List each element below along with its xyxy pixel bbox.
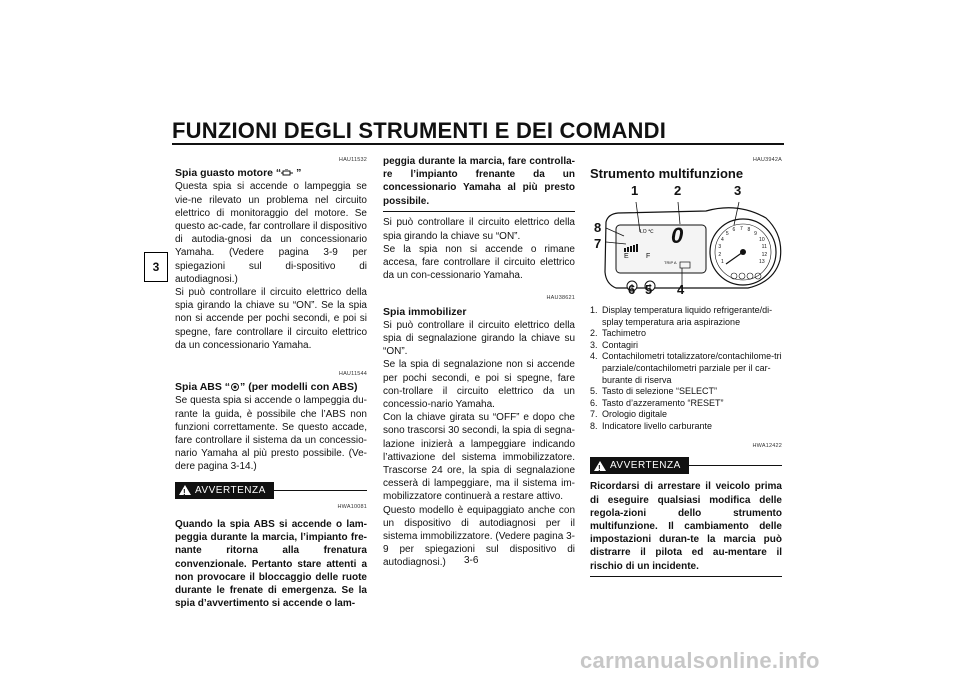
legend-number: 4. bbox=[590, 351, 598, 362]
ref-code: HAU38621 bbox=[546, 295, 575, 302]
ref-code: HWA10081 bbox=[337, 503, 367, 510]
column-3 bbox=[590, 148, 782, 180]
abs-check-2: Se la spia non si accende o rimane accesa, fare controllare il circuito elettrico da un con-cessionario Yamaha. bbox=[383, 243, 575, 282]
tach-number: 13 bbox=[759, 259, 765, 265]
legend-number: 8. bbox=[590, 420, 598, 431]
legend-item bbox=[590, 305, 782, 328]
section-title: Strumento multifunzione bbox=[590, 166, 744, 182]
lcd-e-label: E bbox=[624, 253, 629, 260]
legend-text: Contagiri bbox=[602, 339, 639, 350]
lcd-temp-label: LO ℃ bbox=[640, 229, 654, 235]
heading-text: ” (per modelli con ABS) bbox=[240, 381, 358, 394]
engine-icon bbox=[281, 169, 293, 177]
warning-label: AVVERTENZA bbox=[195, 484, 266, 496]
title-rule bbox=[172, 143, 784, 145]
legend-item bbox=[590, 398, 782, 410]
legend-list bbox=[590, 305, 782, 433]
legend-text: Display temperatura liquido refrigerante/di-splay temperatura aria aspirazione bbox=[602, 305, 773, 327]
column-2 bbox=[383, 155, 575, 570]
tach-number: 12 bbox=[761, 251, 768, 258]
legend-item bbox=[590, 386, 782, 398]
engine-warning-heading bbox=[175, 167, 367, 180]
warning-rule bbox=[274, 490, 367, 491]
legend-item bbox=[590, 340, 782, 352]
tach-number: 2 bbox=[718, 251, 722, 258]
page-number: 3-6 bbox=[464, 555, 479, 566]
legend-number: 1. bbox=[590, 305, 598, 315]
ref-code: HWA12422 bbox=[752, 443, 782, 449]
legend-text: Contachilometri totalizzatore/contachilome-tri parziale/contachilometri parziale per il car-burante di riserva bbox=[602, 351, 782, 385]
engine-body: Questa spia si accende o lampeggia se vie-ne rilevato un problema nel circuito elettrico di monitoraggio del motore. Se questo ac-cade, far controllare il dispositivo di autodia-gnosi da un concessionario Yamaha. (Vedere pagina 3-9 per spiegazioni sul di-spositivo di autodiagnosi.) bbox=[175, 181, 367, 285]
legend bbox=[590, 305, 782, 433]
callout-3: 3 bbox=[734, 183, 742, 198]
watermark: carmanualsonline.info bbox=[580, 648, 820, 673]
instrument-diagram bbox=[588, 180, 788, 300]
ref-code: HAU3942A bbox=[752, 157, 782, 163]
lcd-trip-label: TRIP A bbox=[664, 260, 677, 265]
warning-triangle-icon: ! bbox=[179, 485, 191, 495]
legend-text: Orologio digitale bbox=[602, 409, 668, 420]
immobilizer-body: Si può controllare il circuito elettrico della spia di segnalazione girando la chiave su “ON”. bbox=[383, 319, 575, 358]
abs-body: Se questa spia si accende o lampeggia du-rante la guida, è possibile che l’ABS non funzioni correttamente. Se questo accade, fare controllare il sistema da un concessio-nario Yamaha al più presto possibile. (Ve-dere pagina 3-14.) bbox=[175, 395, 367, 473]
warning-text: Ricordarsi di arrestare il veicolo prima di eseguire qualsiasi modifica delle regola-zioni dello strumento multifunzione. Il cambiamento delle impostazioni duran-te la marcia può distrarre il pilota ed au-mentare il rischio di un incidente. bbox=[590, 481, 782, 572]
warning-badge bbox=[175, 482, 274, 499]
chapter-tab: 3 bbox=[144, 252, 168, 282]
heading-text: ” bbox=[293, 167, 302, 180]
callout-6: 6 bbox=[628, 282, 636, 297]
heading-text: Spia guasto motore “ bbox=[175, 167, 282, 180]
immobilizer-body-3: Con la chiave girata su “OFF” e dopo che sono trascorsi 30 secondi, la spia di segna-lazione inizierà a lampeggiare indicando l’attivazione del sistema immobilizzatore. Trascorse 24 ore, la spia di segnalazione cesserà di lampeggiare, ma il sistema im-mobilizzatore continuerà a restare attivo. bbox=[383, 412, 575, 503]
legend-item bbox=[590, 409, 782, 421]
callout-7: 7 bbox=[594, 236, 602, 251]
warning-header bbox=[590, 457, 782, 474]
page-title: FUNZIONI DEGLI STRUMENTI E DEI COMANDI bbox=[172, 118, 667, 143]
warning-end-rule bbox=[383, 211, 575, 213]
tach-number: 1 bbox=[720, 259, 724, 265]
warning-text-cont: peggia durante la marcia, fare controlla-re l’impianto frenante da un concessionario Yamaha al più presto possibile. bbox=[383, 156, 575, 207]
heading-text: Spia ABS “ bbox=[175, 381, 231, 394]
tach-number: 3 bbox=[718, 244, 722, 251]
callout-1: 1 bbox=[631, 183, 639, 198]
abs-icon bbox=[230, 382, 240, 392]
instrument-figure bbox=[588, 180, 788, 300]
legend-text: Tasto d’azzeramento “RESET” bbox=[602, 397, 724, 408]
ref-code: HAU11532 bbox=[338, 157, 367, 163]
legend-number: 6. bbox=[590, 397, 598, 408]
tach-number: 8 bbox=[747, 227, 751, 234]
warning-text: Quando la spia ABS si accende o lam-peggia durante la marcia, l’impianto fre-nante ritorna alla frenatura convenzionale. Pertanto stare attenti a non provocare il bloccaggio delle ruote durante le frenate di emergenza. Se la spia d’avvertimento si accende o lam- bbox=[175, 519, 367, 610]
legend-item bbox=[590, 421, 782, 433]
legend-text: Tasto di selezione “SELECT” bbox=[602, 386, 718, 397]
warning-header bbox=[175, 482, 367, 499]
lcd-speed-digit: 0 bbox=[671, 223, 684, 248]
callout-8: 8 bbox=[594, 220, 602, 235]
immobilizer-heading: Spia immobilizer bbox=[383, 305, 467, 318]
tach-number: 10 bbox=[759, 237, 765, 243]
legend-text: Indicatore livello carburante bbox=[602, 420, 713, 431]
immobilizer-body-2: Se la spia di segnalazione non si accende per pochi secondi, e poi si spegne, fare con-trollare il circuito elettrico da un concessio-nario Yamaha. bbox=[383, 359, 575, 410]
legend-number: 2. bbox=[590, 328, 598, 339]
legend-number: 7. bbox=[590, 409, 598, 420]
tach-number: 5 bbox=[725, 231, 729, 238]
abs-check: Si può controllare il circuito elettrico della spia girando la chiave su “ON”. bbox=[383, 217, 575, 242]
immobilizer-body-4: Questo modello è equipaggiato anche con un dispositivo di autodiagnosi per il sistema immobilizzatore. (Vedere pagina 3-9 per spiegazioni sul dispositivo di autodiagnosi.) bbox=[383, 504, 575, 569]
warning-rule bbox=[689, 465, 782, 466]
tach-number: 6 bbox=[732, 227, 736, 234]
legend-item bbox=[590, 351, 782, 386]
warning-badge bbox=[590, 457, 689, 474]
tach-number: 9 bbox=[754, 231, 757, 238]
legend-text: Tachimetro bbox=[602, 328, 647, 339]
ref-code: HAU11544 bbox=[338, 371, 367, 378]
tach-number: 7 bbox=[740, 226, 743, 232]
legend-item bbox=[590, 328, 782, 340]
tach-number: 4 bbox=[720, 237, 724, 243]
callout-2: 2 bbox=[674, 183, 682, 198]
warning-end-rule bbox=[590, 576, 782, 578]
legend-number: 3. bbox=[590, 339, 598, 350]
lcd-f-label: F bbox=[646, 253, 651, 260]
warning-triangle-icon: ! bbox=[594, 461, 606, 471]
column-3-warning bbox=[590, 440, 782, 577]
abs-heading bbox=[175, 381, 367, 394]
warning-label: AVVERTENZA bbox=[610, 460, 681, 472]
column-1 bbox=[175, 148, 367, 611]
engine-body-2: Si può controllare il circuito elettrico della spia girando la chiave su “ON”. Se la spia non si accende per pochi secondi, e poi si spegne, fare controllare il circuito elettrico da un concessionario Yamaha. bbox=[175, 287, 367, 351]
legend-number: 5. bbox=[590, 386, 598, 397]
callout-5: 5 bbox=[645, 282, 653, 297]
tach-number: 11 bbox=[761, 244, 767, 251]
callout-4: 4 bbox=[677, 282, 685, 297]
